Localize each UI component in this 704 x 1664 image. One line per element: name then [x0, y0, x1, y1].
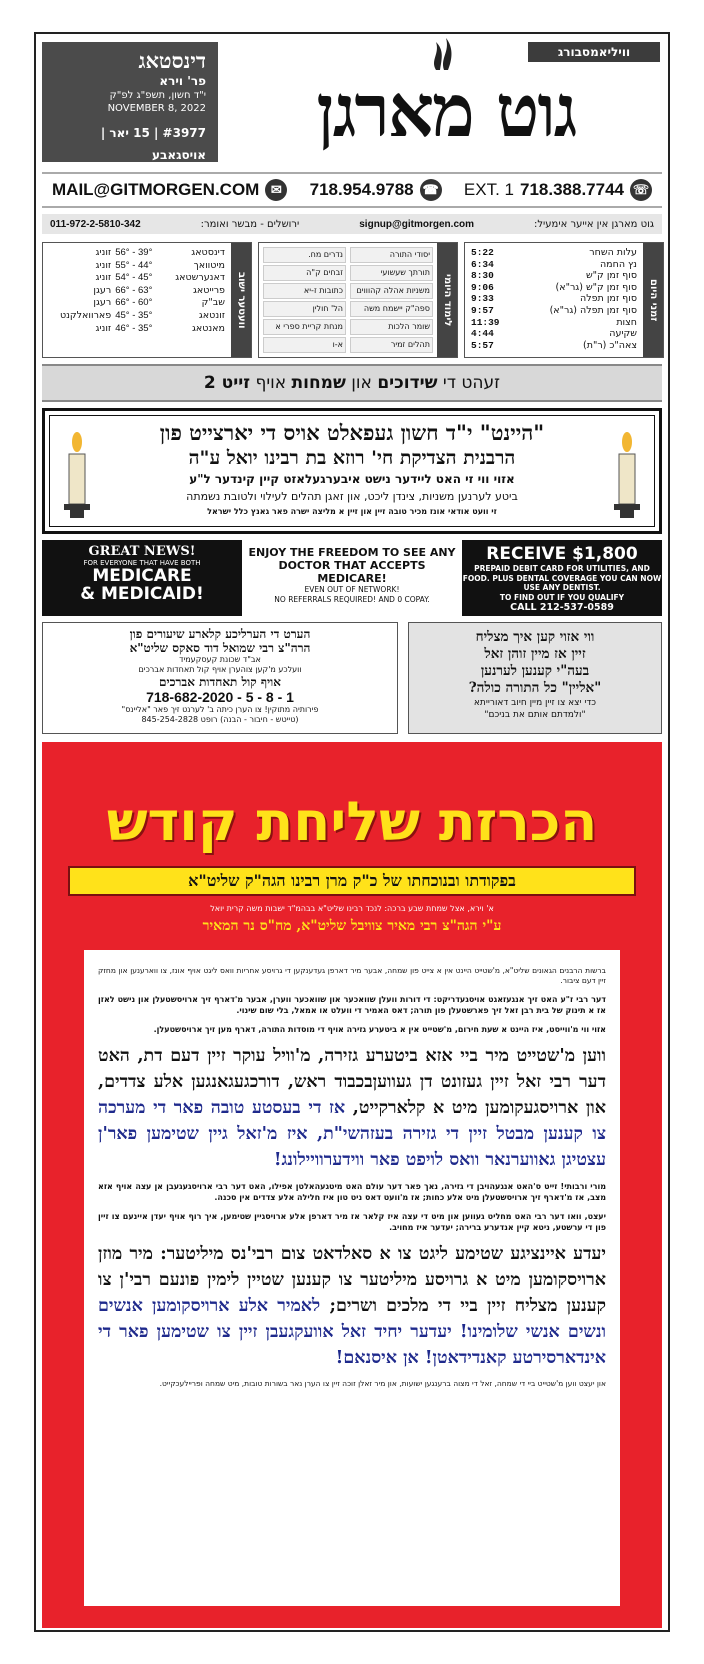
yahrzeit-line1: "היינט" י"ד חשון געפאלט אויס די יארצייט פון [159, 420, 545, 445]
announcement-band: בפקודתו ובנוכחתו של כ"ק מרן רבינו הגה"ק שליט"א [68, 866, 636, 896]
zmanim-row [469, 317, 639, 329]
medicare-ad[interactable] [42, 540, 662, 616]
zmanim-row [469, 293, 639, 305]
banner-pre: זעהט די [442, 373, 501, 393]
zman-time: 5:22 [471, 247, 494, 258]
zman-name: סוף זמן תפלה (גר"א) [549, 304, 637, 316]
body-paragraph: מורי ורבותי! זייט ס'האט אנגעהויבן די גזירה, נאך פאר דער עולם האט מיטגעהאלטן אפילו, האט דער רבי ארויסגעגעבן אן עצה אויף אזא מצב, אז מ'דארף זיך ארויסשטעלן מיט אלע כחות; אז מ'וועט דאס ניט טון איז חלילה אלע צדדים אין סכנה. [98, 1182, 606, 1202]
zmanim-row [469, 340, 639, 352]
learning-cell: מנחת קריית ספרי א [263, 319, 346, 335]
banner-post: אויף [255, 373, 287, 393]
weather-row [47, 272, 227, 285]
body-paragraph: דער רבי ז"ע האט זיך אנגעזאגט אויסגעדריקט: די דורות וועלן שוואכער און שוואכער ווערן, אבער מ'דארף זיך ארויסשטעלן און נישט לאזן אז א תינוק של בית רבן זאל זיך פארשטעלן פון תורה; דאס האמיר די וועלט או אמאל, בלי שום שינוי. [98, 995, 606, 1015]
receive-text: RECEIVE $1,800 [486, 544, 638, 564]
body-text-highlight: אז די בעסטע טובה פאר די מערכה צו קענען מבטל זיין די גזירה בעזהשי"ת, איז מ'זאל גיין שטימען פאר'ן עצטיגן גאווערנאר וואס לויפט פאר ווידערוויילונג! [98, 1098, 606, 1170]
zman-name: סוף זמן ק"ש (גר"א) [555, 281, 637, 293]
candle-icon [60, 430, 94, 520]
zmanim-row [469, 328, 639, 340]
announcement-context: א' וירא, אצל שמחת שבע ברכה: לנכד רבינו שליט"א בבהמ"ד ישבות משה קרית יואל [210, 904, 494, 913]
masthead [36, 34, 668, 168]
zman-time: 9:33 [471, 293, 494, 305]
medicare-ad-middle [242, 540, 462, 616]
shiur-line3: אב"ד שכונת קעסקעמיד [179, 655, 261, 664]
weather-row [47, 323, 227, 336]
zmanim-table [469, 247, 639, 351]
zman-name: צאה"כ (ר"ת) [583, 339, 637, 351]
phone-icon: ☏ [630, 179, 652, 201]
zman-name: עלות השחר [589, 247, 637, 258]
weather-row [47, 247, 227, 260]
shiur-phone: 718-682-2020 - 5 - 8 - 1 [146, 689, 294, 705]
weather-day: דאנערשטאג [175, 272, 225, 284]
learning-cell: שומר הלכות [350, 319, 433, 335]
israel-phone: 011-972-2-5810-342 [50, 218, 141, 230]
body-text: ווען מ'שטייט מיר ביי אזא ביטערע גזירה, מ'וויל עוקר זיין דעם דת, האט דער רבי זאל זיין געזונט דן געוועןבכבוד ראש, דורכגעגאנגען אלע צדדים, און ארויסגעקומען מיט א קלארקייט, [98, 1046, 607, 1118]
learning-cell: נדרים מח. [263, 247, 346, 263]
medicare-text: MEDICARE [92, 566, 192, 586]
weather-table [47, 247, 227, 335]
weather-day: דינסטאג [191, 247, 225, 258]
signup-label: גוט מארגן אין אייער אימעיל: [534, 218, 654, 230]
email-text: MAIL@GITMORGEN.COM [52, 180, 260, 199]
weather-note: רעגן [93, 297, 112, 309]
learning-line3: בעה"י קענען לערנען [480, 663, 590, 679]
learning-line4: "אליין" כל התורה כולה? [468, 680, 602, 696]
weather-note: פארוואלקנט [59, 309, 112, 321]
weather-temp: 46° - 35° [115, 322, 153, 334]
zmanim-box [464, 242, 664, 358]
learning-cell: יסודי התורה [350, 247, 433, 263]
announcement-ad [42, 742, 662, 1628]
edition-label: וויליאמסבורג [528, 42, 660, 62]
learning-line1: ווי אזוי קען איך מצליח [475, 629, 595, 645]
yahrzeit-line2: הרבנית הצדיקת חי' רוזא בת רבינו יואל ע"ה [188, 447, 516, 469]
newspaper-logo: גוט מארגן [316, 68, 576, 153]
newspaper-page [34, 32, 670, 1632]
yahrzeit-notice [42, 408, 662, 534]
yahrzeit-line4: ביטע לערנען משניות, צינדן ליכט, און זאגן תהלים לעילוי ולטובת נשמתה [186, 490, 518, 503]
learning-cell: ספה"ק יישמח משה [350, 301, 433, 317]
call-text: CALL 212-537-0589 [510, 602, 614, 613]
shiur-line4: וועלכע מ'קען צוהערן אויף קול תאחדות אברכים [138, 665, 302, 674]
weather-day: מאנטאג [191, 322, 225, 334]
email-contact[interactable] [52, 179, 287, 201]
weather-temp: 56° - 39° [115, 247, 153, 258]
announcement-title: הכרזת שליחת קודש [106, 790, 598, 853]
learning-line2: זיין אז מיין זוהן זאל [484, 646, 586, 662]
weather-day: מיטוואך [193, 259, 225, 271]
body-paragraph: און יעצט ווען מ'שטייט ביי די שמחה, זאל די מצוה ברענגען ישועות, און מיר זאלן זוכה זיין צו הערן נאר בשורות טובות, מיט שמחה ופריילעכקייט. [159, 1379, 606, 1388]
body-paragraph-large [98, 1043, 606, 1173]
body-paragraph: יעצט, וואו דער רבי האט מחליט געווען און מיט די עצה איז קלאר אז מיר דארפן אלע ארויסגיין שטימען, איך רוף אויף יעדן איינעם צו זיין פון די ערשטע, ניטא קיין אנדערע ברירה; יעדער איז מחויב. [98, 1212, 606, 1232]
zman-time: 5:57 [471, 339, 494, 351]
shiur-line5: אויף קול תאחדות אברכים [159, 675, 281, 689]
zmanim-row [469, 247, 639, 259]
shiur-line6: פירותיה מתוקין! צו הערן כיתה ב' לערנט זיך פאר "אליינס" [121, 705, 319, 714]
weather-day: זונטאג [198, 309, 225, 321]
zman-name: שקיעה [609, 328, 637, 340]
zman-time: 8:30 [471, 270, 494, 282]
signup-email[interactable]: signup@gitmorgen.com [359, 218, 475, 230]
parsha: פר' וירא [159, 74, 206, 88]
israel-label: ירושלים - מבשר ואומר: [200, 218, 300, 230]
weather-temp: 54° - 45° [115, 272, 153, 284]
fax-icon: ☎ [420, 179, 442, 201]
zman-time: 4:44 [471, 328, 494, 340]
medicare-ad-right [462, 540, 662, 616]
learning-line5: כדי יצא צו זיין מיין חיוב דאורייתא [473, 698, 597, 708]
day-of-week: דינסטאג [138, 48, 206, 73]
weather-temp: 66° - 63° [115, 284, 153, 296]
banner-shiduchim: שידוכים [377, 373, 438, 393]
shiduchim-banner[interactable] [42, 364, 662, 402]
zmanim-row [469, 282, 639, 294]
weather-note: זוניג [95, 259, 112, 271]
yahrzeit-line3: אזוי ווי זי האט ליידער נישט איבערגעלאזט קיין קינדער ל"ע [189, 472, 515, 486]
learning-cell: תהלים זמיר [350, 337, 433, 353]
candle-icon [610, 430, 644, 520]
yahrzeit-line5: זי וועט אודאי אונז מכיר טובה זיין און זיין א מליצה ישרה פאר גאנץ כלל ישראל [207, 507, 497, 516]
announcement-byline: ע"י הגה"צ רבי מאיר צוויבל שליט"א, מח"ס נר המאיר [202, 918, 502, 934]
zmanim-row [469, 259, 639, 271]
body-paragraph: אזוי ווי מ'ווייסט, איז היינט א שעת חירום, מ'שטייט אין א ביטערע גזירה אויף די מוסדות התורה, דארף מען זיך ארויסשטעלן. [153, 1025, 606, 1034]
subscribe-bar [42, 214, 662, 234]
zmanim-label: זמני היום [643, 243, 663, 357]
learning-box[interactable] [408, 622, 662, 734]
weather-row [47, 297, 227, 310]
weather-label: וועטער ישוב [231, 243, 251, 357]
daily-learning-label: לימוד היומי [437, 243, 457, 357]
zmanim-row [469, 270, 639, 282]
weather-row [47, 310, 227, 323]
medicaid-text: & MEDICAID! [80, 584, 204, 604]
gregorian-date: NOVEMBER 8, 2022 [107, 103, 206, 114]
for-everyone: FOR EVERYONE THAT HAVE BOTH [83, 559, 201, 567]
zman-name: חצות [616, 316, 637, 328]
phone2-text: 718.954.9788 [309, 180, 414, 199]
learning-cell: הל' חולין [263, 301, 346, 317]
learning-cell: משניות אהלה קהוווים [350, 283, 433, 299]
phone1-ext: EXT. 1 [463, 180, 514, 199]
weather-box [42, 242, 252, 358]
weather-temp: 45° - 35° [115, 309, 153, 321]
qualify-text: TO FIND OUT IF YOU QUALIFY [499, 592, 625, 602]
weather-note: זוניג [95, 247, 112, 258]
learning-cell: תורתך שעשועי [350, 265, 433, 281]
zman-name: סוף זמן ק"ש [585, 270, 637, 282]
banner-page: זייט 2 [203, 373, 251, 393]
banner-mid: און [351, 373, 372, 393]
weather-row [47, 260, 227, 273]
zmanim-row [469, 305, 639, 317]
hebrew-date: י"ד חשון, תשפ"ג לפ"ק [109, 90, 206, 101]
weather-note: זוניג [95, 272, 112, 284]
weather-note: רעגן [93, 284, 112, 296]
great-news: GREAT NEWS! [88, 544, 196, 559]
shiur-line7: (טייטש - חיבור - הבנה) רופט 845-254-2828 [141, 715, 299, 724]
phone1-text: 718.388.7744 [520, 180, 624, 199]
learning-cell: זבחים ק"ה [263, 265, 346, 281]
mail-icon: ✉ [265, 179, 287, 201]
no-referrals-text: NO REFERRALS REQUIRED! AND 0 COPAY. [274, 595, 430, 604]
weather-temp: 55° - 44° [115, 259, 153, 271]
body-text: יעדע איינציגע שטימע ליגט צו א סאלדאט צום רבי'נס מיליטער: מיר מוזן ארויסקומען מיט א גרויסע מיליטער צו קענען שטיין לימין פונעם רבי'ן צו קענען מצליח זיין ביי די מלכים ושרים; [98, 1244, 607, 1316]
issue-number: #3977 | 15 יאר | אויסגאבע [100, 126, 206, 162]
prepaid-text: PREPAID DEBIT CARD FOR UTILITIES, AND FOOD. PLUS DENTAL COVERAGE YOU CAN NOW USE ANY DENTIST. [462, 564, 662, 592]
weather-day: פרייטאג [193, 284, 225, 296]
body-paragraph: ברשות הרבנים הגאונים שליט"א, מ'שטייט היינט אין א צייט פון שמחה, אבער מיר דארפן געדענקען די גרויסע אחריות וואס ליגט אויף אונז, צו ווארענען און מחזק זיין דעם ציבור. [98, 966, 606, 985]
phone2-contact[interactable] [310, 179, 442, 201]
lower-ads [42, 622, 662, 734]
zman-name: סוף זמן תפלה [580, 293, 637, 305]
weather-row [47, 285, 227, 298]
weather-note: זוניג [95, 322, 112, 334]
learning-cell: א-ו [263, 337, 346, 353]
date-box [42, 42, 218, 162]
contact-bar [42, 172, 662, 208]
banner-simchos: שמחות [291, 373, 346, 393]
weather-day: שב"ק [201, 297, 225, 309]
zman-time: 6:34 [471, 258, 494, 270]
network-text: EVEN OUT OF NETWORK! [304, 585, 400, 594]
body-text-highlight: לאמיר אלע ארויסקומען אנשים ונשים אנשי שלומינו! יעדער יחיד זאל אוועקגעבן זיין צו שטימען פאר די אינדארסירטע קאנדידאטן! אן איסנאם! [98, 1296, 606, 1368]
learning-line6: "ולמדתם אותם את בניכם" [484, 710, 586, 720]
zman-time: 11:39 [471, 316, 500, 328]
medicare-ad-left [42, 540, 242, 616]
daily-learning-box [258, 242, 458, 358]
announcement-body [84, 950, 620, 1606]
phone1-contact[interactable] [464, 179, 652, 201]
daily-learning-grid [263, 247, 433, 353]
zman-time: 9:06 [471, 281, 494, 293]
shiur-line1: הערט די הערליכע קלארע שיעורים פון [129, 627, 311, 641]
zman-name: נץ החמה [599, 258, 637, 270]
weather-temp: 66° - 60° [115, 297, 153, 309]
learning-cell: כתובות ז-יא [263, 283, 346, 299]
shiur-ad[interactable] [42, 622, 398, 734]
body-paragraph-large [98, 1241, 606, 1371]
zman-time: 9:57 [471, 304, 494, 316]
enjoy-text: ENJOY THE FREEDOM TO SEE ANY DOCTOR THAT ACCEPTS MEDICARE! [248, 546, 456, 585]
shiur-line2: הרה"צ רבי שמואל דוד סאקס שליט"א [129, 641, 311, 655]
